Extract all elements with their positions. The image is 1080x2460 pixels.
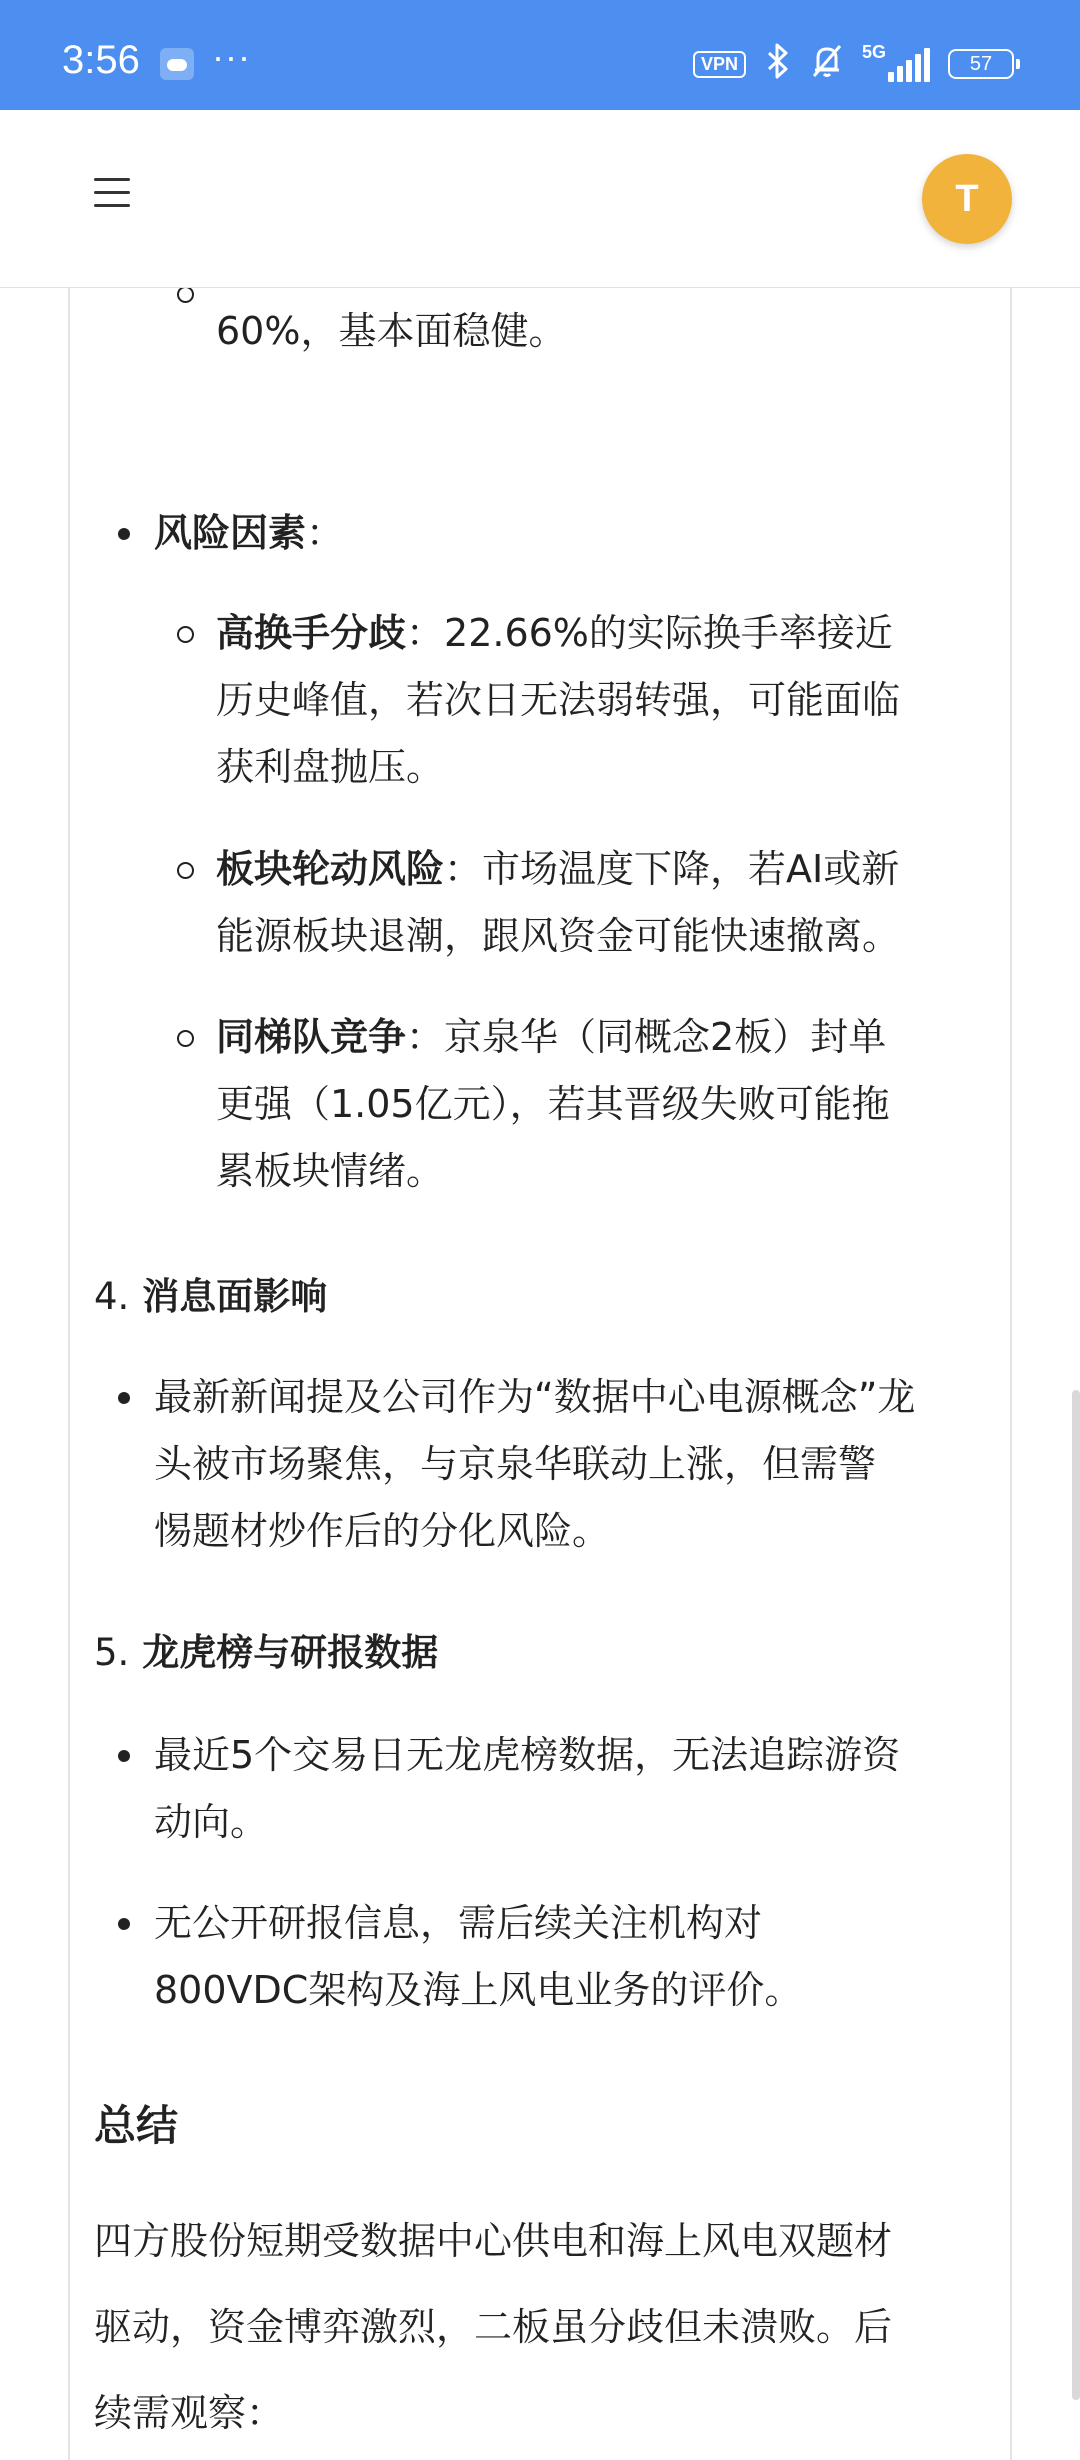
research-item: [154, 1890, 802, 2024]
news-item-line2: 头被市场聚焦，与京泉华联动上涨，但需警: [154, 1442, 877, 1486]
network-type: 5G: [862, 42, 887, 62]
bullet: [118, 1750, 130, 1762]
status-time: 3:56: [62, 38, 140, 82]
news-item-line3: 惕题材炒作后的分化风险。: [154, 1509, 611, 1553]
avatar[interactable]: T: [922, 154, 1012, 244]
news-item-line1: 最新新闻提及公司作为“数据中心电源概念”龙: [154, 1375, 916, 1419]
section-heading-lhb: [94, 1628, 438, 1678]
lhb-item-line2: 动向。: [154, 1800, 269, 1844]
summary-line2: 驱动，资金博弈激烈，二板虽分歧但未溃败。后: [94, 2305, 893, 2349]
bullet: [118, 1918, 130, 1930]
section-number: 4.: [94, 1275, 130, 1318]
bullet: [118, 1392, 130, 1404]
summary-line3: 续需观察：: [94, 2391, 285, 2435]
news-item: [154, 1364, 915, 1565]
cloud-icon: [160, 48, 194, 80]
risk-item-high-turnover: [216, 600, 900, 801]
summary-paragraph: [94, 2198, 892, 2456]
bell-off-icon: [810, 43, 844, 85]
summary-line1: 四方股份短期受数据中心供电和海上风电双题材: [94, 2219, 893, 2263]
status-icons: [693, 44, 1014, 84]
chat-message-card: [68, 200, 1012, 2460]
vpn-icon: VPN: [693, 51, 746, 78]
risk-item-line3: 获利盘抛压。: [216, 745, 445, 789]
risk-item-title: 同梯队竞争: [216, 1015, 407, 1059]
lhb-item: [154, 1722, 900, 1856]
section-title: 消息面影响: [142, 1275, 328, 1318]
risk-item-title: 板块轮动风险: [216, 847, 445, 891]
research-item-line1: 无公开研报信息，需后续关注机构对: [154, 1901, 763, 1945]
risk-title: 风险因素: [154, 511, 307, 555]
sub-bullet: [177, 626, 194, 643]
battery-level: 57: [969, 52, 993, 75]
risk-colon: ：: [306, 511, 345, 555]
risk-item-line1: ：市场温度下降，若AI或新: [444, 847, 900, 891]
risk-heading: [154, 500, 344, 567]
risk-item-line2: 历史峰值，若次日无法弱转强，可能面临: [216, 678, 901, 722]
risk-item-sector-rotation: [216, 836, 900, 970]
sub-bullet: [177, 286, 194, 303]
perf-support-line3: 60%，基本面稳健。: [216, 309, 567, 353]
section-number: 5.: [94, 1631, 130, 1674]
risk-item-line1: ：京泉华（同概念2板）封单: [406, 1015, 887, 1059]
battery-icon: [948, 49, 1014, 79]
bullet: [118, 528, 130, 540]
summary-title: 总结: [94, 2101, 179, 2150]
section-heading-news: [94, 1272, 327, 1322]
scrollbar[interactable]: [1072, 1390, 1080, 2400]
risk-item-line3: 累板块情绪。: [216, 1149, 445, 1193]
research-item-line2: 800VDC架构及海上风电业务的评价。: [154, 1968, 803, 2012]
sub-bullet: [177, 862, 194, 879]
status-bar: [0, 0, 1080, 110]
menu-icon[interactable]: [94, 178, 130, 208]
signal-icon: [862, 42, 930, 82]
lhb-item-line1: 最近5个交易日无龙虎榜数据，无法追踪游资: [154, 1733, 901, 1777]
risk-item-title: 高换手分歧: [216, 611, 407, 655]
sub-bullet: [177, 1030, 194, 1047]
more-notifications-icon: ···: [212, 36, 251, 77]
risk-item-peer-competition: [216, 1004, 890, 1205]
app-header: [0, 110, 1080, 288]
section-title: 龙虎榜与研报数据: [142, 1631, 439, 1674]
risk-item-line2: 更强（1.05亿元），若其晋级失败可能拖: [216, 1082, 890, 1126]
bluetooth-icon: [764, 43, 792, 85]
risk-item-line1: ：22.66%的实际换手率接近: [406, 611, 893, 655]
risk-item-line2: 能源板块退潮，跟风资金可能快速撤离。: [216, 914, 901, 958]
